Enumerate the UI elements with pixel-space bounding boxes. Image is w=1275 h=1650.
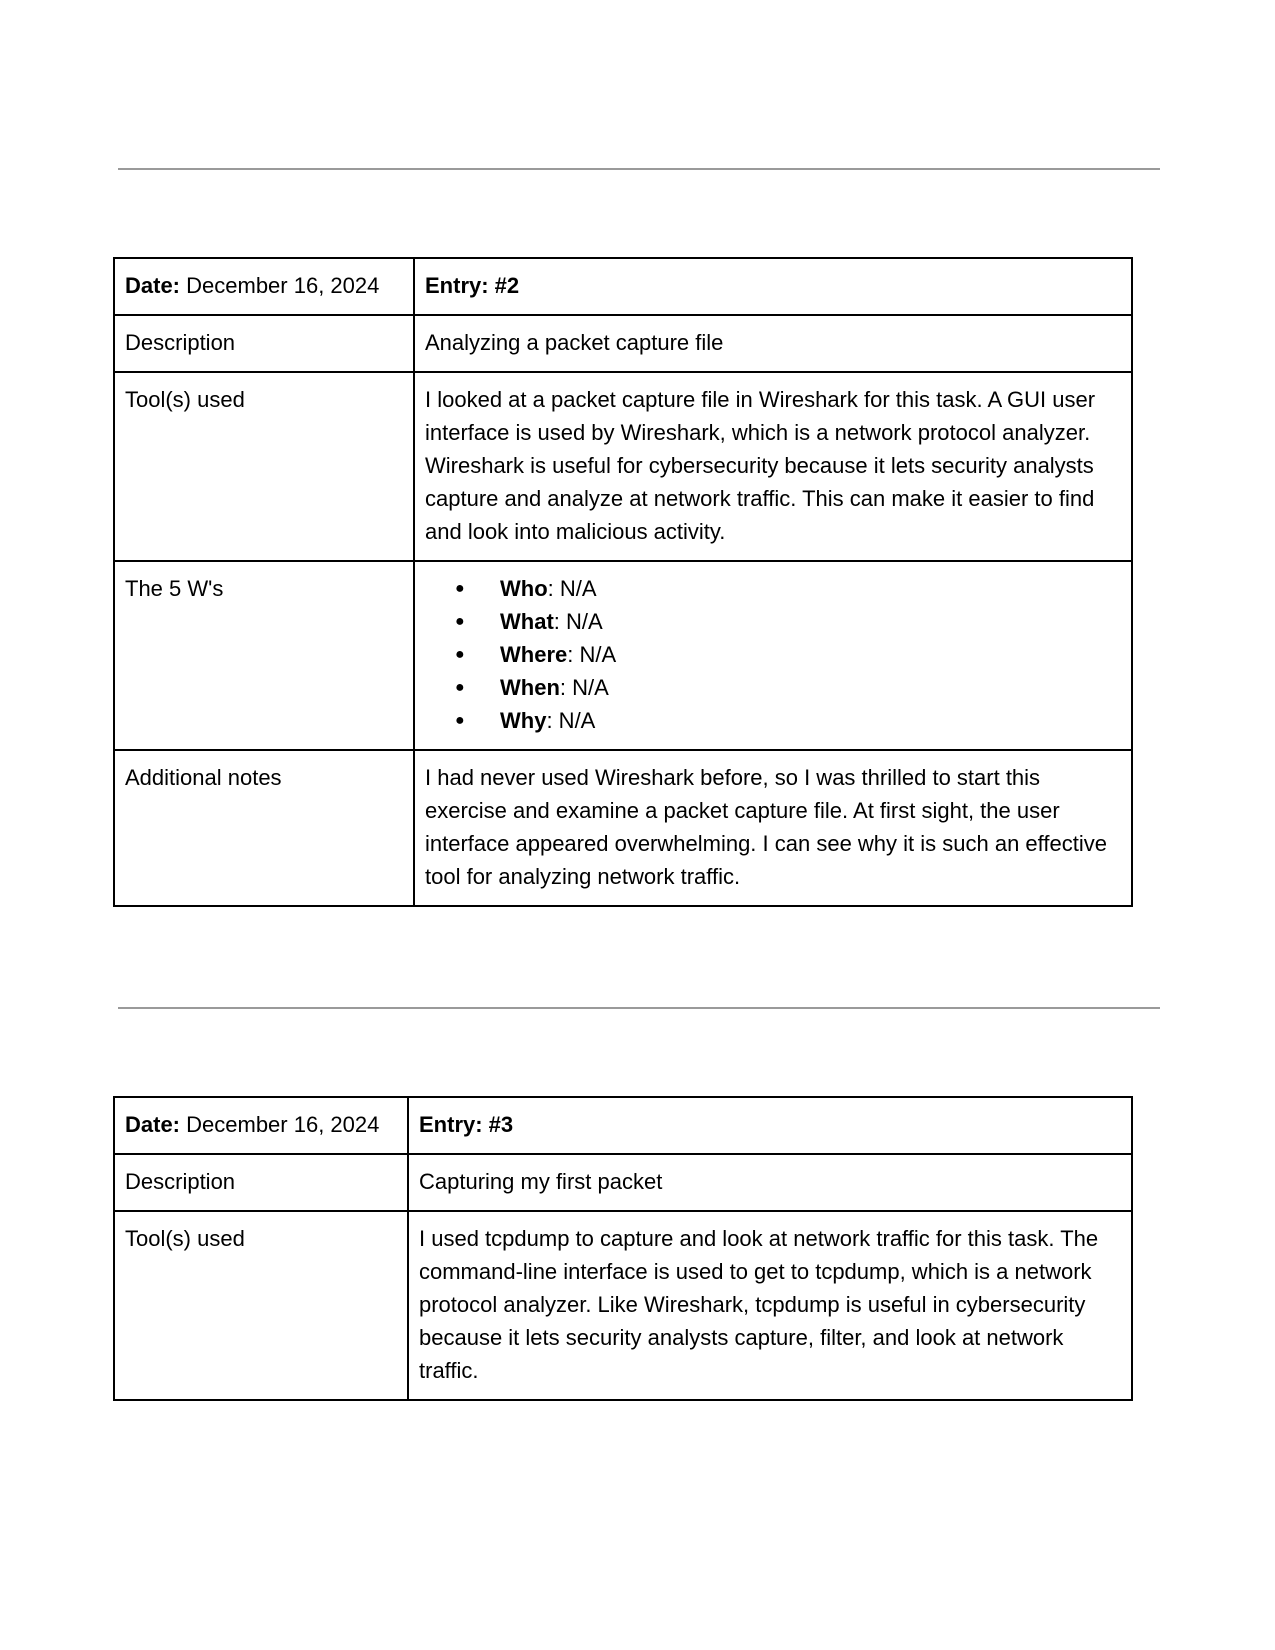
date-cell — [114, 1097, 408, 1154]
five-ws-cell — [414, 561, 1132, 750]
tools-label: Tool(s) used — [114, 1211, 408, 1400]
date-cell — [114, 258, 414, 315]
entry-number: Entry: #2 — [425, 273, 520, 298]
description-value: Analyzing a packet capture file — [414, 315, 1132, 372]
w-value: : N/A — [547, 576, 597, 601]
w-key: Why — [500, 708, 547, 733]
w-value: : N/A — [546, 708, 596, 733]
table-row — [114, 750, 1132, 906]
notes-label: Additional notes — [114, 750, 414, 906]
entry-number-cell — [414, 258, 1132, 315]
w-value: : N/A — [559, 675, 609, 700]
w-value: : N/A — [567, 642, 617, 667]
w-value: : N/A — [553, 609, 603, 634]
w-key: What — [500, 609, 554, 634]
table-row — [114, 1154, 1132, 1211]
w-key: Who — [500, 576, 548, 601]
tools-value: I used tcpdump to capture and look at network traffic for this task. The command-line interface is used to get to tcpdump, which is a network protocol analyzer. Like Wireshark, tcpdump is useful in cybersecurity because it lets security analysts capture, filter, and look at network traffic. — [408, 1211, 1132, 1400]
w-key: When — [500, 675, 560, 700]
w-key: Where — [500, 642, 568, 667]
description-value: Capturing my first packet — [408, 1154, 1132, 1211]
date-label: Date: — [125, 1112, 181, 1137]
section-divider — [118, 168, 1160, 170]
table-row — [114, 561, 1132, 750]
log-entry-table — [113, 257, 1133, 907]
list-item — [485, 605, 1121, 638]
entry-number-cell — [408, 1097, 1132, 1154]
section-divider — [118, 1007, 1160, 1009]
table-row — [114, 372, 1132, 561]
date-value: December 16, 2024 — [186, 1112, 380, 1137]
list-item — [485, 572, 1121, 605]
entry-number: Entry: #3 — [419, 1112, 514, 1137]
list-item — [485, 704, 1121, 737]
five-ws-label: The 5 W's — [114, 561, 414, 750]
table-row — [114, 1211, 1132, 1400]
description-label: Description — [114, 315, 414, 372]
tools-value: I looked at a packet capture file in Wireshark for this task. A GUI user interface is used by Wireshark, which is a network protocol analyzer. Wireshark is useful for cybersecurity because it lets security analysts capture and analyze at network traffic. This can make it easier to find and look into malicious activity. — [414, 372, 1132, 561]
date-label: Date: — [125, 273, 181, 298]
list-item — [485, 638, 1121, 671]
date-value: December 16, 2024 — [186, 273, 380, 298]
table-row — [114, 315, 1132, 372]
table-row — [114, 258, 1132, 315]
notes-value: I had never used Wireshark before, so I was thrilled to start this exercise and examine a packet capture file. At first sight, the user interface appeared overwhelming. I can see why it is such an effective tool for analyzing network traffic. — [414, 750, 1132, 906]
log-entry-table — [113, 1096, 1133, 1401]
table-row — [114, 1097, 1132, 1154]
list-item — [485, 671, 1121, 704]
tools-label: Tool(s) used — [114, 372, 414, 561]
five-ws-list — [425, 572, 1121, 737]
description-label: Description — [114, 1154, 408, 1211]
